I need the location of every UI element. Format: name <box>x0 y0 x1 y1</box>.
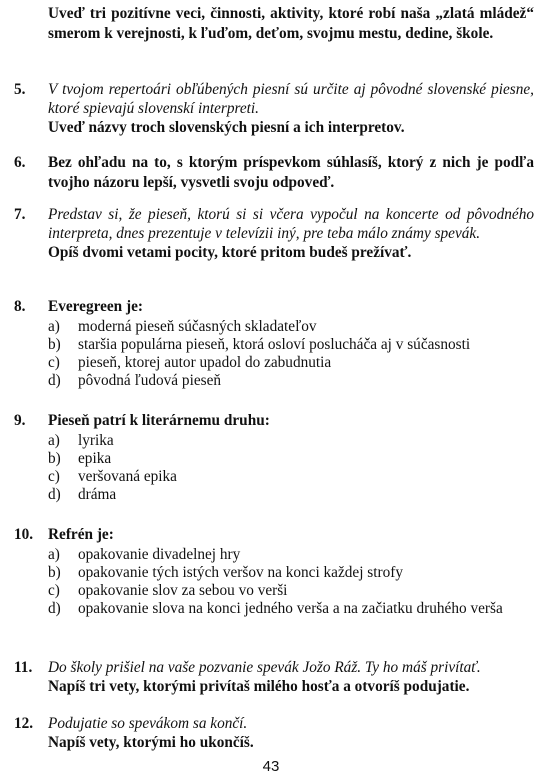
option-a[interactable]: a) opakovanie divadelnej hry <box>48 546 241 563</box>
option-b[interactable]: b) staršia populárna pieseň, ktorá osloví poslucháča aj v súčasnosti <box>48 336 471 353</box>
intro-task: Uveď tri pozitívne veci, činnosti, aktivity, ktoré robí naša „zlatá mládež“ smerom k verejnosti, k ľuďom, deťom, svojmu mestu, dedine, škole. <box>48 5 534 42</box>
question-number: 5. <box>14 81 26 98</box>
question-title: Everegreen je: <box>48 298 143 315</box>
option-c[interactable]: c) pieseň, ktorej autor upadol do zabudnutia <box>48 354 332 371</box>
question-number: 8. <box>14 298 26 315</box>
question-task: Opíš dvomi vetami pocity, ktoré pritom budeš prežívať. <box>48 244 412 261</box>
question-task: Uveď názvy troch slovenských piesní a ich interpretov. <box>48 119 405 136</box>
option-d[interactable]: d) pôvodná ľudová pieseň <box>48 372 222 389</box>
option-c[interactable]: c) opakovanie slov za sebou vo verši <box>48 582 288 599</box>
question-text: Podujatie so spevákom sa končí. <box>48 715 248 732</box>
question-number: 9. <box>14 412 26 429</box>
question-number: 12. <box>14 715 34 732</box>
option-d[interactable]: d) dráma <box>48 486 117 503</box>
option-d[interactable]: d) opakovanie slova na konci jedného verša a na začiatku druhého verša <box>48 600 503 617</box>
option-list <box>48 318 534 390</box>
option-list <box>48 546 534 636</box>
question-task: Napíš vety, ktorými ho ukončíš. <box>48 734 254 751</box>
question-text: V tvojom repertoári obľúbených piesní sú určite aj pôvodné slovenské piesne, ktoré spievajú slovenskí interpreti. <box>48 81 534 117</box>
option-b[interactable]: b) opakovanie tých istých veršov na konci každej strofy <box>48 564 403 581</box>
question-title: Pieseň patrí k literárnemu druhu: <box>48 412 270 429</box>
question-number: 10. <box>14 526 34 543</box>
option-a[interactable]: a) moderná pieseň súčasných skladateľov <box>48 318 317 335</box>
question-text: Predstav si, že pieseň, ktorú si si včera vypočul na koncerte od pôvodného interpreta, dnes prezentuje v televízii iný, pre teba málo známy spevák. <box>48 206 534 242</box>
option-list <box>48 432 534 504</box>
question-number: 7. <box>14 206 26 223</box>
option-b[interactable]: b) epika <box>48 450 112 467</box>
option-c[interactable]: c) veršovaná epika <box>48 468 177 485</box>
option-a[interactable]: a) lyrika <box>48 432 114 449</box>
question-number: 11. <box>14 659 33 676</box>
question-task: Napíš tri vety, ktorými privítaš milého hosťa a otvoríš podujatie. <box>48 678 470 695</box>
page-number: 43 <box>262 758 280 775</box>
question-title: Refrén je: <box>48 526 114 543</box>
question-task: Bez ohľadu na to, s ktorým príspevkom súhlasíš, ktorý z nich je podľa tvojho názoru lepší, vysvetli svoju odpoveď. <box>48 154 534 191</box>
question-number: 6. <box>14 154 26 171</box>
question-text: Do školy prišiel na vaše pozvanie spevák Jožo Ráž. Ty ho máš privítať. <box>48 659 481 676</box>
